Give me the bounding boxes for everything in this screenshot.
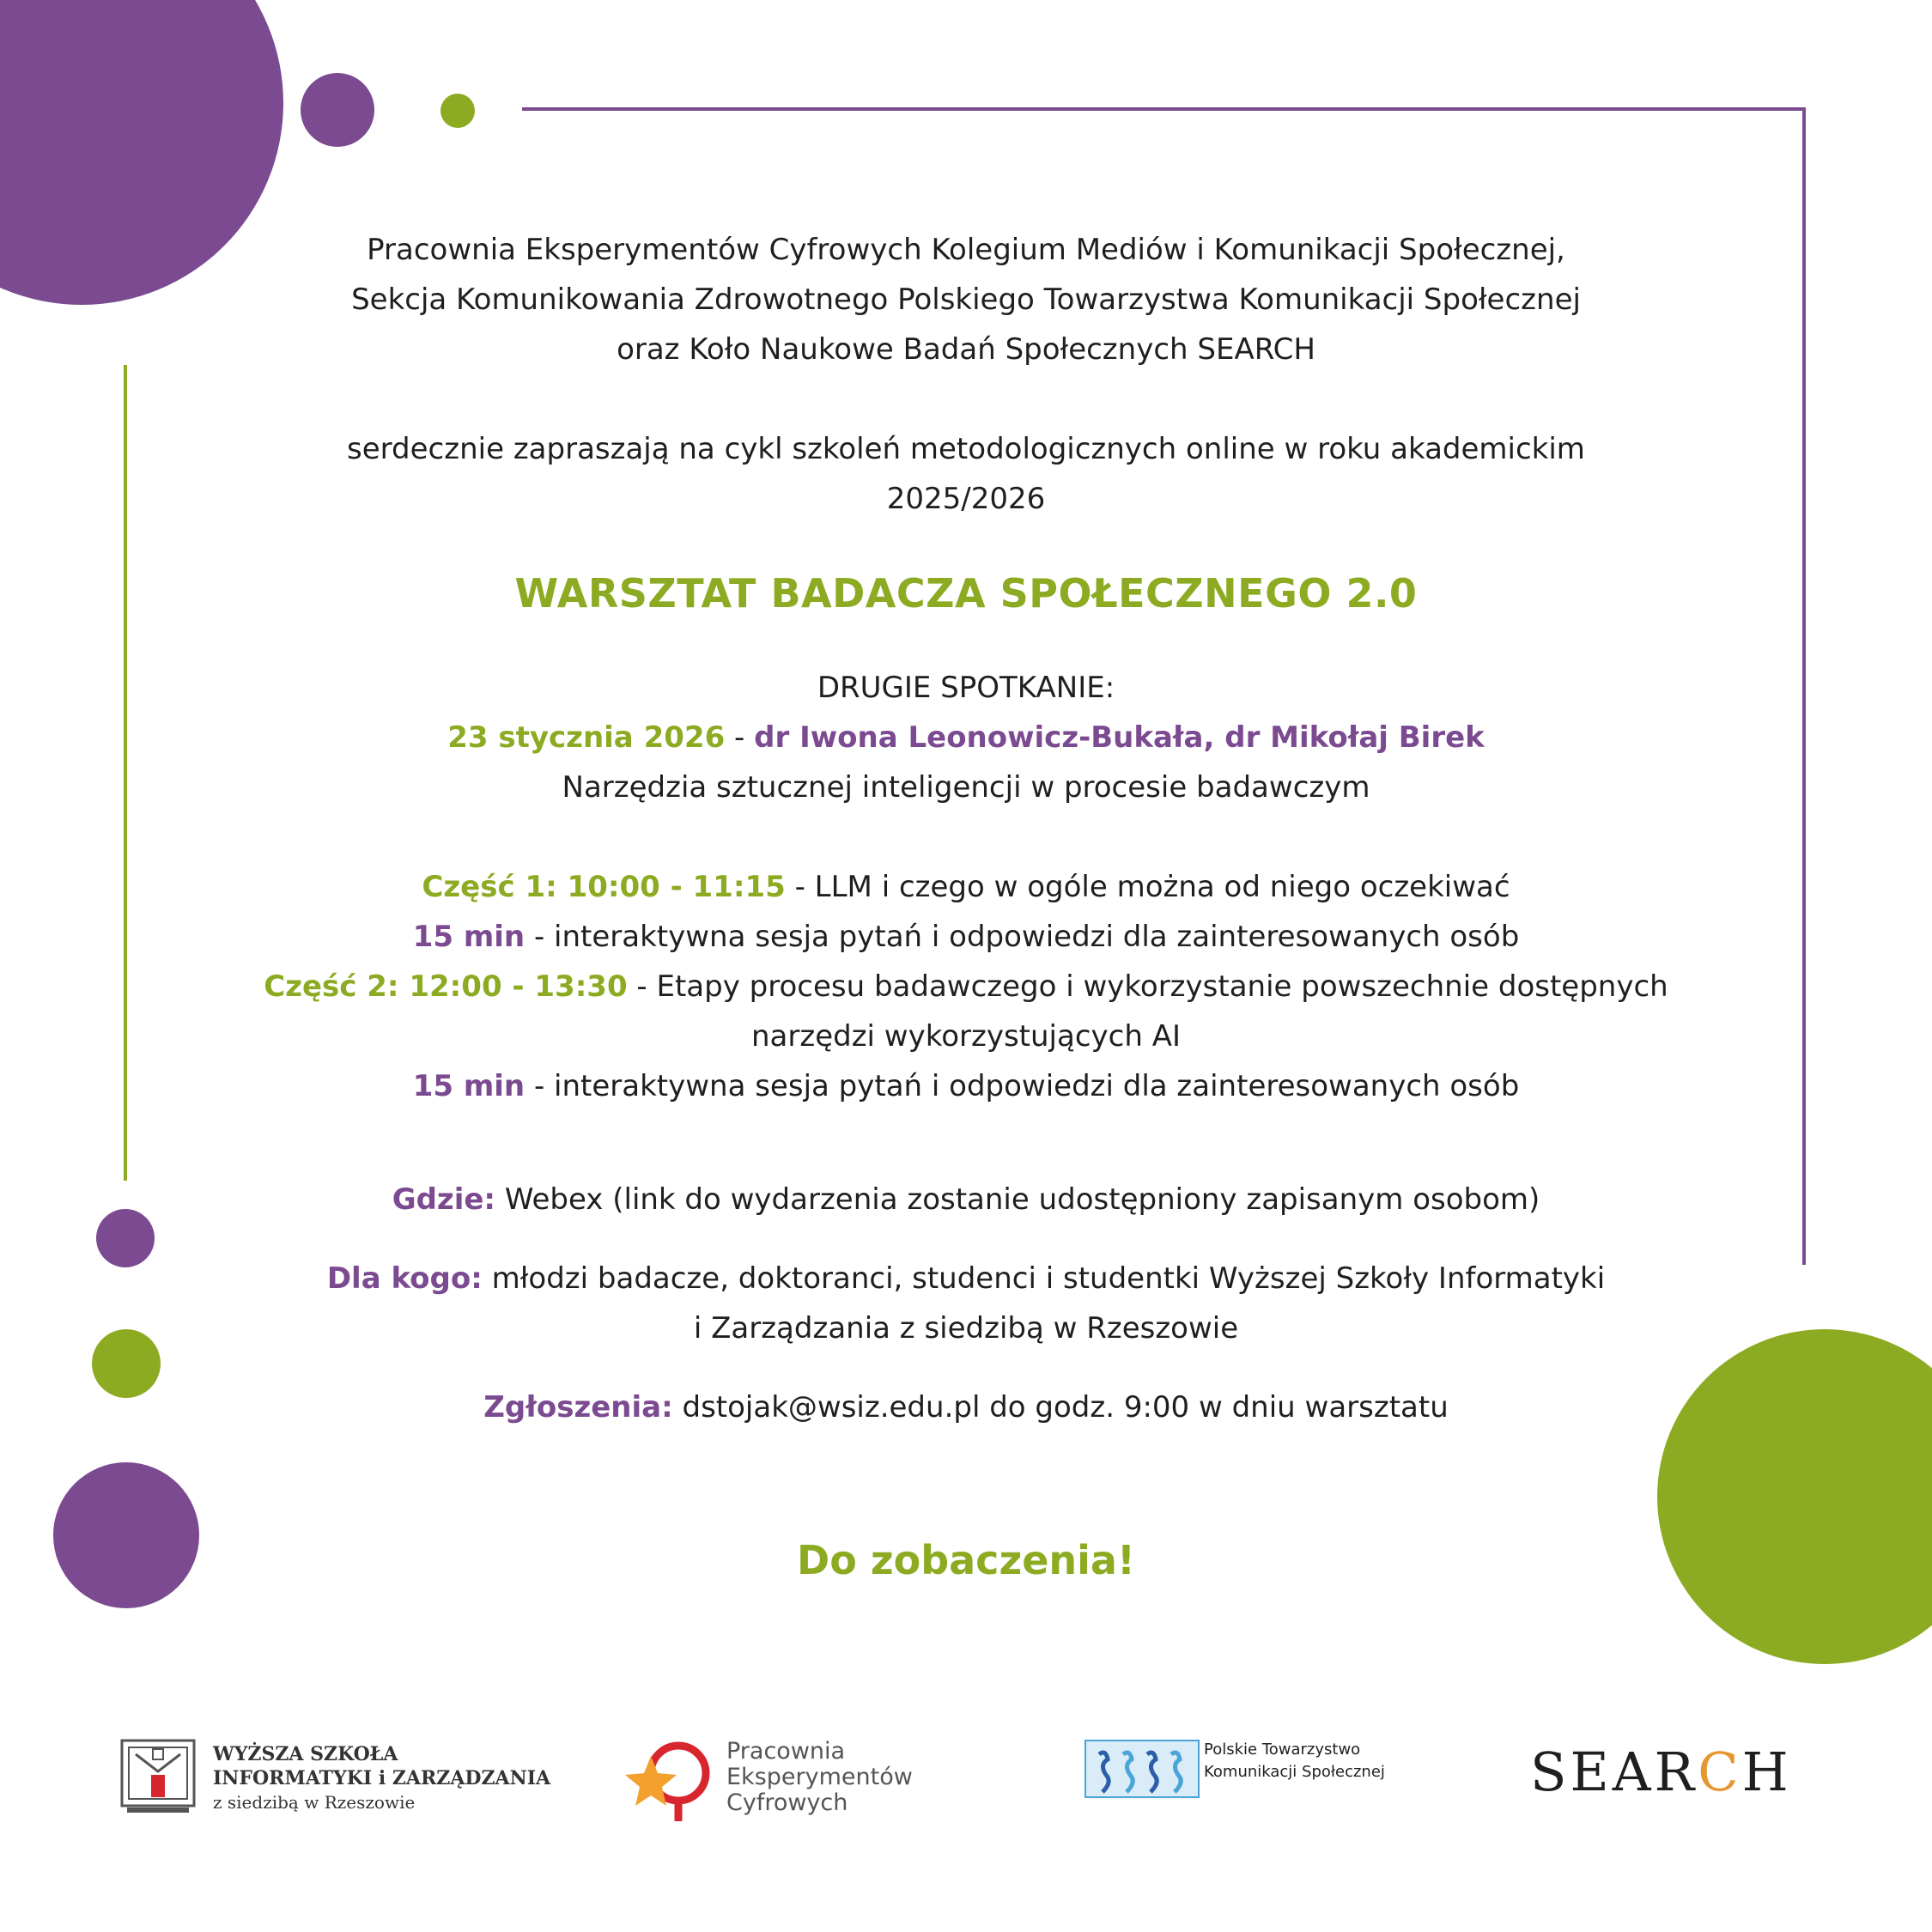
- qa-2-text: - interaktywna sesja pytań i odpowiedzi dla zainteresowanych osób: [525, 1069, 1520, 1103]
- search-wordmark-part-1: SEAR: [1530, 1741, 1698, 1803]
- ptks-figures-icon: [1084, 1739, 1200, 1807]
- meeting-heading: DRUGIE SPOTKANIE:: [817, 671, 1115, 705]
- pec-name-line-2: Eksperymentów: [726, 1764, 913, 1790]
- meeting-date: 23 stycznia 2026: [447, 720, 726, 755]
- meeting-topic: Narzędzia sztucznej inteligencji w procesie badawczym: [562, 770, 1370, 805]
- intro-line-2: Sekcja Komunikowania Zdrowotnego Polskiego Towarzystwa Komunikacji Społecznej: [351, 283, 1581, 317]
- meeting-date-line: [240, 713, 1692, 762]
- who-line: [240, 1254, 1692, 1303]
- pec-name: [726, 1739, 913, 1816]
- signup-label: Zgłoszenia:: [483, 1390, 673, 1425]
- qa-1-label: 15 min: [412, 920, 526, 954]
- where-text: Webex (link do wydarzenia zostanie udostępniony zapisanym osobom): [495, 1182, 1540, 1217]
- pec-logo: [625, 1730, 934, 1825]
- search-logo: [1530, 1730, 1805, 1825]
- schedule-qa-2: [240, 1061, 1692, 1111]
- signup-line: [240, 1382, 1692, 1432]
- invite-line-1: serdecznie zapraszają na cykl szkoleń metodologicznych online w roku akademickim: [347, 432, 1585, 466]
- who-text: młodzi badacze, doktoranci, studenci i studentki Wyższej Szkoły Informatyki: [482, 1261, 1606, 1296]
- logos-row: [0, 1730, 1932, 1825]
- decor-circle-left-3: [53, 1462, 199, 1608]
- intro-line-3: oraz Koło Naukowe Badań Społecznych SEARCH: [617, 332, 1315, 367]
- schedule-qa-1: [240, 912, 1692, 962]
- decor-circle-right-large: [1657, 1329, 1932, 1664]
- pec-name-line-1: Pracownia: [726, 1738, 846, 1765]
- workshop-title: WARSZTAT BADACZA SPOŁECZNEGO 2.0: [514, 570, 1418, 617]
- qa-1-text: - interaktywna sesja pytań i odpowiedzi dla zainteresowanych osób: [525, 920, 1520, 954]
- wsiz-logo: [118, 1730, 551, 1825]
- search-wordmark-part-2: C: [1698, 1741, 1742, 1803]
- where-label: Gdzie:: [392, 1182, 496, 1217]
- invite-line-2: 2025/2026: [886, 482, 1046, 516]
- main-content: [240, 225, 1692, 1585]
- decor-circle-left-1: [96, 1209, 155, 1267]
- pec-name-line-3: Cyfrowych: [726, 1789, 848, 1816]
- wsiz-name-line-2: INFORMATYKI i ZARZĄDZANIA: [213, 1767, 551, 1789]
- wsiz-name: [213, 1742, 550, 1790]
- frame-line-top: [522, 107, 1806, 111]
- frame-line-right: [1802, 107, 1806, 1265]
- part-2-label: Część 2: 12:00 - 13:30: [264, 969, 628, 1004]
- frame-line-left: [124, 365, 127, 1181]
- ptks-logo: [1084, 1730, 1427, 1825]
- who-line-cont: i Zarządzania z siedzibą w Rzeszowie: [693, 1311, 1239, 1346]
- meeting-speakers: dr Iwona Leonowicz-Bukała, dr Mikołaj Birek: [754, 720, 1485, 755]
- ptks-name-line-1: Polskie Towarzystwo: [1204, 1741, 1361, 1759]
- decor-circle-top-small: [301, 73, 374, 147]
- who-label: Dla kogo:: [326, 1261, 483, 1296]
- wsiz-subtitle: z siedzibą w Rzeszowie: [213, 1792, 416, 1813]
- decor-dot-top-green: [440, 94, 475, 128]
- part-2-text: - Etapy procesu badawczego i wykorzystanie powszechnie dostępnych: [627, 969, 1668, 1004]
- schedule-part-1: [240, 862, 1692, 912]
- part-1-label: Część 1: 10:00 - 11:15: [422, 870, 786, 904]
- signup-text: dstojak@wsiz.edu.pl do godz. 9:00 w dniu warsztatu: [672, 1390, 1449, 1425]
- ptks-name: [1204, 1739, 1385, 1783]
- schedule-part-2: [240, 962, 1692, 1012]
- qa-2-label: 15 min: [412, 1069, 526, 1103]
- decor-circle-left-2: [92, 1329, 161, 1398]
- closing-text: Do zobaczenia!: [797, 1537, 1135, 1583]
- part-1-text: - LLM i czego w ogóle można od niego oczekiwać: [785, 870, 1510, 904]
- meeting-separator: -: [725, 720, 755, 755]
- intro-line-1: Pracownia Eksperymentów Cyfrowych Kolegium Mediów i Komunikacji Społecznej,: [367, 233, 1565, 267]
- search-wordmark-part-3: H: [1741, 1741, 1792, 1803]
- where-line: [240, 1175, 1692, 1224]
- schedule-part-2-cont: narzędzi wykorzystujących AI: [751, 1019, 1181, 1054]
- wsiz-emblem-icon: [118, 1737, 197, 1816]
- ptks-name-line-2: Komunikacji Społecznej: [1204, 1763, 1385, 1781]
- search-wordmark: [1530, 1741, 1792, 1803]
- wsiz-name-line-1: WYŻSZA SZKOŁA: [213, 1743, 398, 1765]
- pec-star-icon: [625, 1737, 720, 1823]
